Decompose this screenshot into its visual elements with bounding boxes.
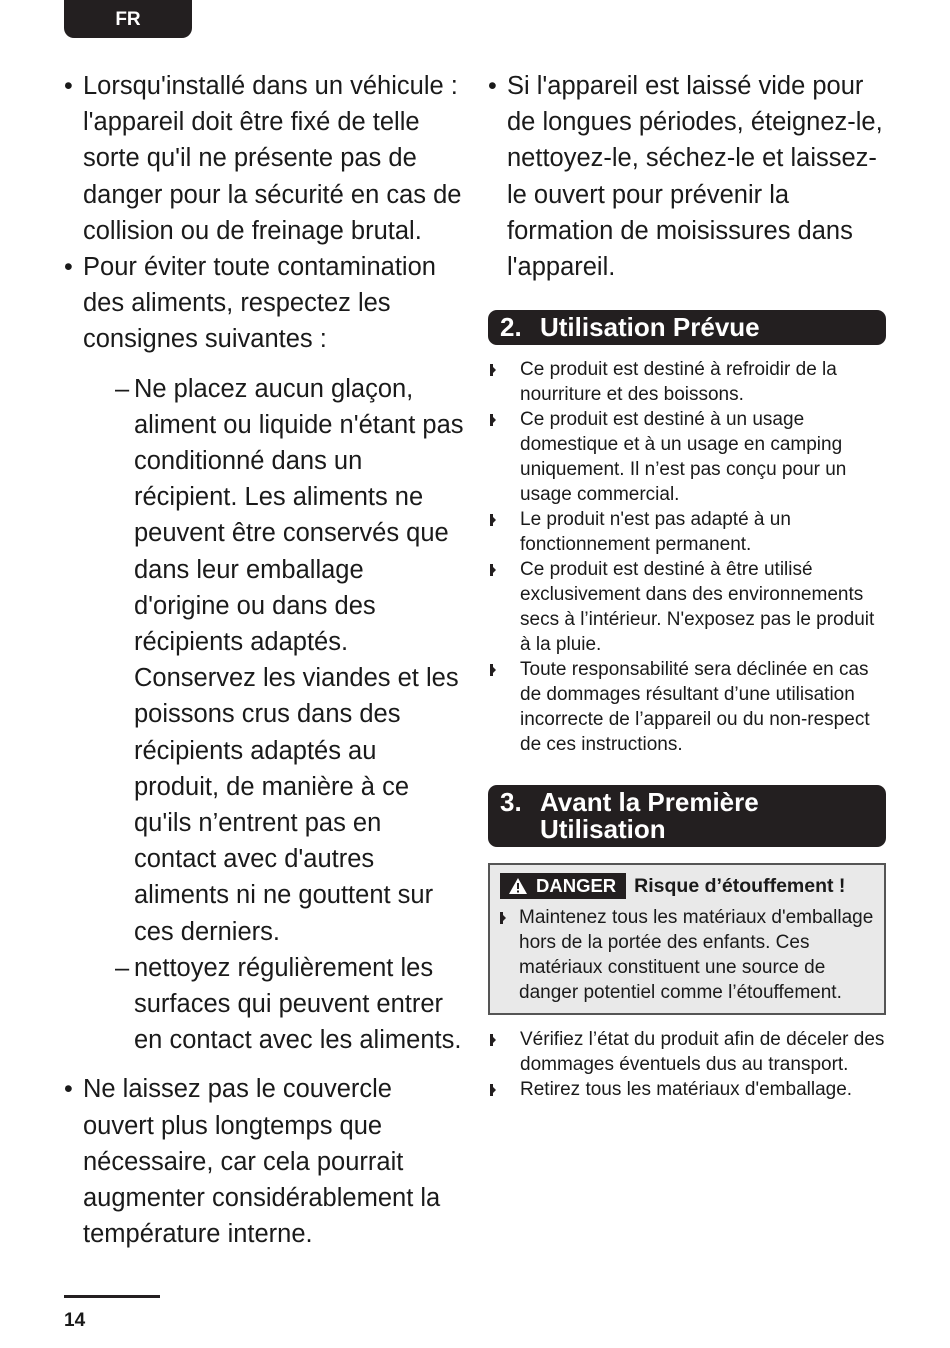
- bullet-icon: •: [64, 253, 73, 282]
- arrow-bullet-icon: [490, 1034, 496, 1046]
- dash-icon: –: [115, 374, 130, 403]
- list-item: [488, 68, 886, 285]
- danger-badge-label: DANGER: [536, 875, 617, 897]
- section-number: 2.: [500, 312, 522, 343]
- before-first-use-list: [488, 1027, 886, 1102]
- list-item-text: Toute responsabilité sera déclinée en cas de dommages résultant d’une utilisation incorrecte de l’appareil ou du non-respect de ces instructions.: [520, 659, 870, 756]
- page-number: 14: [64, 1310, 86, 1331]
- list-item-text: Le produit n'est pas adapté à un fonctionnement permanent.: [520, 509, 791, 556]
- list-item-text: Si l'appareil est laissé vide pour de longues périodes, éteignez-le, nettoyez-le, séchez-le et laissez-le ouvert pour prévenir la formation de moisissures dans l'appareil.: [507, 72, 883, 282]
- danger-badge: [500, 873, 626, 899]
- list-item: [488, 1077, 886, 1102]
- dash-icon: –: [115, 953, 130, 982]
- list-item-text: Pour éviter toute contamination des aliments, respectez les consignes suivantes :: [83, 253, 436, 354]
- list-item: [64, 68, 464, 249]
- safety-list: [64, 68, 464, 1253]
- arrow-bullet-icon: [490, 564, 496, 576]
- list-item-text: Ne laissez pas le couvercle ouvert plus longtemps que nécessaire, car cela pourrait augmenter considérablement la température interne.: [83, 1075, 441, 1249]
- language-tab: FR: [64, 0, 192, 38]
- list-item: [64, 249, 464, 1058]
- bullet-icon: •: [488, 72, 497, 100]
- sub-list: [83, 371, 464, 1059]
- bullet-icon: •: [64, 1075, 73, 1104]
- left-column: [64, 68, 464, 1253]
- section-heading-intended-use: [488, 310, 886, 345]
- list-item: [488, 407, 886, 507]
- intended-use-list: [488, 357, 886, 757]
- section-title: Utilisation Prévue: [540, 312, 760, 343]
- arrow-bullet-icon: [490, 364, 496, 376]
- list-item: [488, 1027, 886, 1077]
- arrow-bullet-icon: [490, 514, 496, 526]
- list-item: [488, 357, 886, 407]
- danger-box: [488, 863, 886, 1015]
- danger-item-text: Maintenez tous les matériaux d'emballage hors de la portée des enfants. Ces matériaux constituent une source de danger potentiel comme l’étouffement.: [519, 907, 874, 1004]
- list-item: [488, 657, 886, 757]
- arrow-bullet-icon: [490, 1084, 496, 1096]
- danger-item: [500, 905, 874, 1005]
- arrow-bullet-icon: [500, 912, 506, 924]
- danger-title: Risque d’étouffement !: [634, 874, 846, 897]
- safety-list-continued: [488, 68, 886, 285]
- sub-list-item: [83, 950, 464, 1059]
- bullet-icon: •: [64, 72, 73, 100]
- sub-list-item: [83, 371, 464, 950]
- section-title: Avant la Première Utilisation: [540, 787, 759, 845]
- arrow-bullet-icon: [490, 664, 496, 676]
- sub-list-item-text: nettoyez régulièrement les surfaces qui peuvent entrer en contact avec les aliments.: [134, 953, 462, 1055]
- list-item-text: Ce produit est destiné à un usage domestique et à un usage en camping uniquement. Il n’est pas conçu pour un usage commercial.: [520, 409, 847, 506]
- list-item-text: Lorsqu'installé dans un véhicule : l'appareil doit être fixé de telle sorte qu'il ne présente pas de danger pour la sécurité en cas de collision ou de freinage brutal.: [83, 72, 462, 245]
- section-number: 3.: [500, 787, 522, 818]
- section-heading-before-first-use: [488, 785, 886, 847]
- list-item: [488, 507, 886, 557]
- list-item: [488, 557, 886, 657]
- arrow-bullet-icon: [490, 414, 496, 426]
- danger-header: [500, 873, 874, 899]
- list-item-text: Retirez tous les matériaux d'emballage.: [520, 1079, 853, 1101]
- sub-list-item-text: Ne placez aucun glaçon, aliment ou liquide n'étant pas conditionné dans un récipient. Les aliments ne peuvent être conservés que dans leur emballage d'origine ou dans des récipients adaptés. Conservez les viandes et les poissons crus dans des récipients adaptés au produit, de manière à ce qu'ils n’entrent pas en contact avec d'autres aliments ni ne gouttent sur ces derniers.: [134, 374, 464, 946]
- list-item-text: Vérifiez l’état du produit afin de déceler des dommages éventuels dus au transport.: [520, 1029, 885, 1076]
- list-item-text: Ce produit est destiné à être utilisé exclusivement dans des environnements secs à l’intérieur. N'exposez pas le produit à la pluie.: [520, 559, 875, 656]
- footer-rule: [64, 1295, 160, 1298]
- list-item: [64, 1071, 464, 1252]
- warning-triangle-icon: [508, 877, 528, 895]
- right-column: [488, 68, 886, 1102]
- list-item-text: Ce produit est destiné à refroidir de la nourriture et des boissons.: [520, 359, 837, 406]
